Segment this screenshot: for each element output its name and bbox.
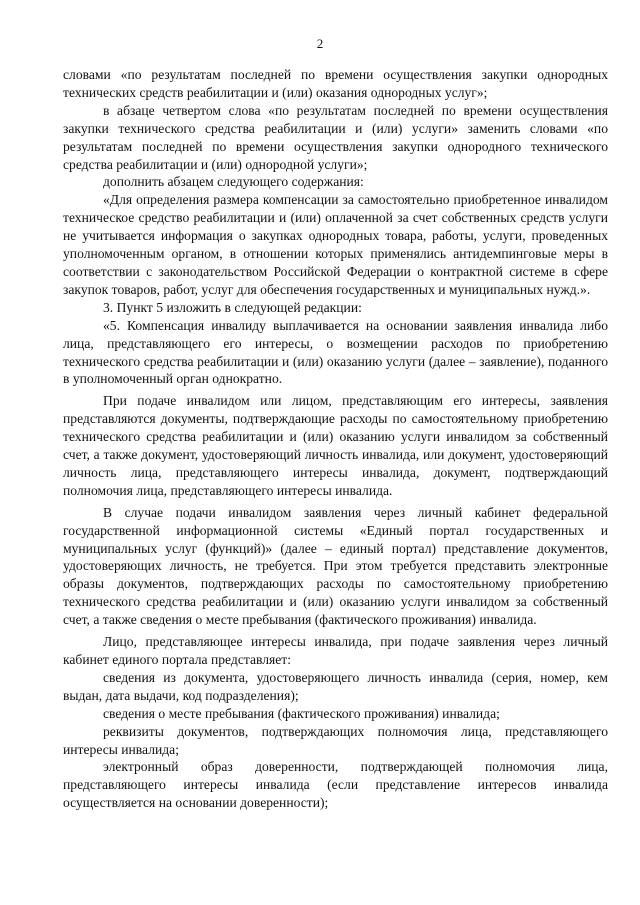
paragraph: 3. Пункт 5 изложить в следующей редакции: (103, 299, 362, 315)
paragraph: При подаче инвалидом или лицом, представляющим его интересы, заявления представляются документы, подтверждающие расходы по самостоятельному приобретению технического средства реабилитации и (или) оказанию услуги инвалидом за собственный счет, а также документ, удостоверяющий личность инвалида, или документ, удостоверяющий личность лица, представляющего интересы инвалида, документ, подтверждающий полномочия лица, представляющего интересы инвалида. (63, 393, 608, 498)
paragraph: «5. Компенсация инвалиду выплачивается на основании заявления инвалида либо лица, представляющего его интересы, о возмещении расходов по приобретению технического средства реабилитации и (или) оказанию услуги (далее – заявление), поданного в уполномоченный орган однократно. (63, 317, 608, 387)
paragraph: сведения из документа, удостоверяющего личность инвалида (серия, номер, кем выдан, дата выдачи, код подразделения); (63, 669, 608, 703)
paragraph: реквизиты документов, подтверждающих полномочия лица, представляющего интересы инвалида; (63, 723, 608, 757)
paragraph: словами «по результатам последней по времени осуществления закупки однородных технических средств реабилитации и (или) оказания однородных услуг»; (63, 67, 608, 100)
document-body (63, 66, 608, 812)
page-number: 2 (316, 36, 324, 51)
paragraph: «Для определения размера компенсации за самостоятельно приобретенное инвалидом техническое средство реабилитации и (или) оплаченной за счет собственных средств услуги не учитывается информация о закупках однородных товара, работы, услуги, проведенных уполномоченным органом, в отношении которых применялись антидемпинговые меры в соответствии с законодательством Российской Федерации о контрактной системе в сфере закупок товаров, работ, услуг для обеспечения государственных и муниципальных нужд.». (63, 192, 608, 297)
paragraph: Лицо, представляющее интересы инвалида, при подаче заявления через личный кабинет единого портала представляет: (63, 634, 608, 667)
paragraph: сведения о месте пребывания (фактического проживания) инвалида; (103, 705, 500, 721)
paragraph: дополнить абзацем следующего содержания: (103, 174, 364, 190)
paragraph: В случае подачи инвалидом заявления через личный кабинет федеральной государственной информационной системы «Единый портал государственных и муниципальных услуг (функций)» (далее – единый портал) представление документов, удостоверяющих личность, не требуется. При этом требуется представить электронные образы документов, подтверждающих расходы по самостоятельному приобретению технического средства реабилитации и (или) оказанию услуги инвалидом за собственный счет, а также сведения о месте пребывания (фактического проживания) инвалида. (63, 504, 608, 628)
paragraph: в абзаце четвертом слова «по результатам последней по времени осуществления закупки технического средства реабилитации и (или) услуги» заменить словами «по результатам последней по времени осуществления закупки однородного технического средства реабилитации и (или) однородной услуги»; (63, 102, 608, 172)
paragraph: электронный образ доверенности, подтверждающей полномочия лица, представляющего интересы инвалида (если представление интересов инвалида осуществляется на основании доверенности); (63, 759, 608, 811)
